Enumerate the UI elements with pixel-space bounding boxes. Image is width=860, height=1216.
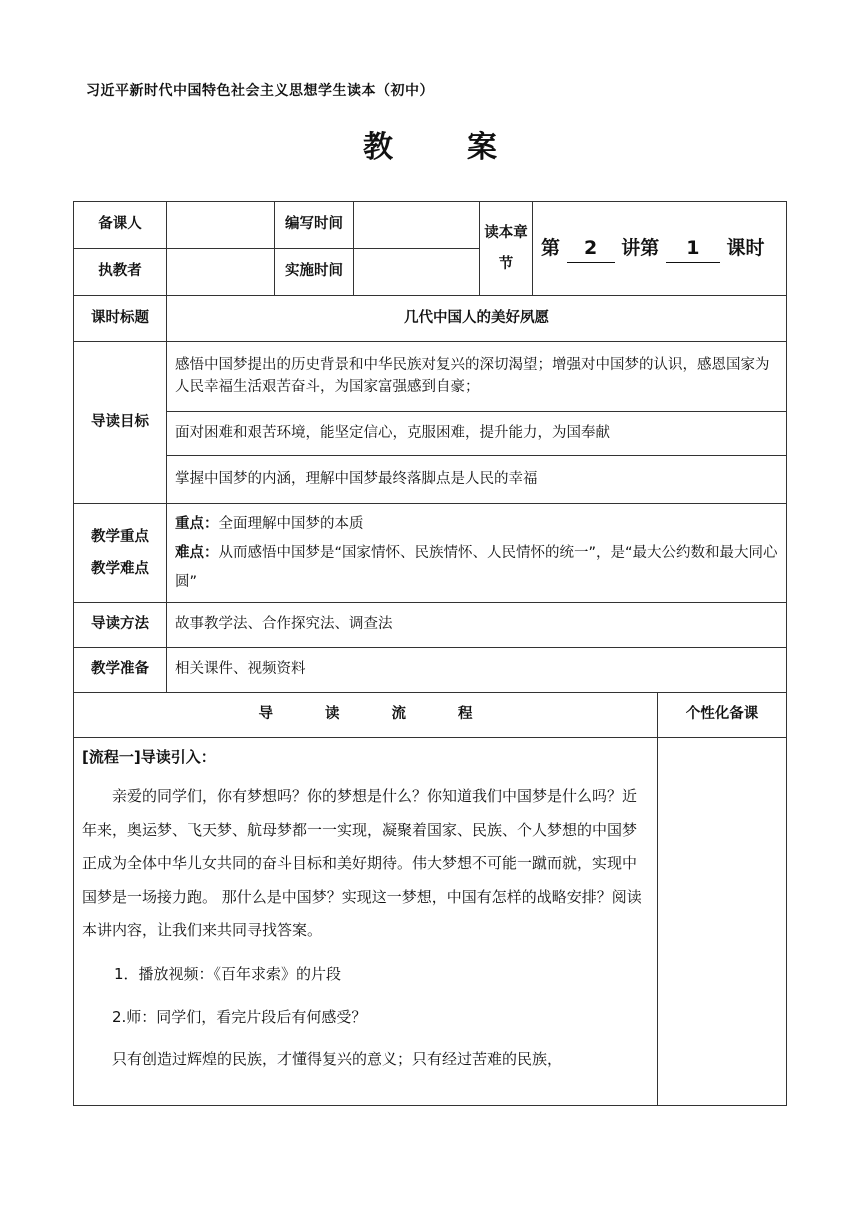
objectives-label: 导读目标 bbox=[74, 342, 167, 504]
lesson-plan-table bbox=[73, 201, 787, 1106]
chapter-label bbox=[480, 202, 533, 296]
period-suffix: 课时 bbox=[726, 236, 765, 259]
teacher-value[interactable] bbox=[167, 249, 275, 296]
difficulty-label: 难点： bbox=[175, 544, 219, 561]
preparer-value[interactable] bbox=[167, 202, 275, 249]
impl-time-label: 实施时间 bbox=[275, 249, 354, 296]
flow-header: 导读流程 bbox=[74, 693, 658, 738]
series-title: 习近平新时代中国特色社会主义思想学生读本（初中） bbox=[86, 83, 434, 99]
topic-label: 课时标题 bbox=[74, 296, 167, 342]
focus-label bbox=[74, 504, 167, 603]
preparer-label: 备课人 bbox=[74, 202, 167, 249]
personal-header: 个性化备课 bbox=[658, 693, 787, 738]
lecture-number: 2 bbox=[567, 234, 615, 264]
objective-3: 掌握中国梦的内涵，理解中国梦最终落脚点是人民的幸福 bbox=[167, 456, 787, 504]
prep-label: 教学准备 bbox=[74, 648, 167, 693]
write-time-value[interactable] bbox=[354, 202, 480, 249]
step1-title: [流程一]导读引入： bbox=[82, 748, 216, 766]
key-point-label: 重点： bbox=[175, 515, 219, 532]
difficulty bbox=[175, 539, 778, 597]
write-time-label: 编写时间 bbox=[275, 202, 354, 249]
chapter-label-text: 读本章节 bbox=[484, 224, 528, 272]
flow-content bbox=[74, 738, 658, 1106]
prep-value: 相关课件、视频资料 bbox=[167, 648, 787, 693]
personal-notes[interactable] bbox=[658, 738, 787, 1106]
flow-item-3: 只有创造过辉煌的民族，才懂得复兴的意义；只有经过苦难的民族， bbox=[112, 1049, 563, 1068]
key-label: 教学重点 bbox=[91, 529, 149, 545]
lesson-number bbox=[533, 202, 787, 296]
document-title: 教案 bbox=[363, 130, 571, 165]
impl-time-value[interactable] bbox=[354, 249, 480, 296]
flow-item-1: 1．播放视频：《百年求索》的片段 bbox=[114, 964, 342, 983]
method-value: 故事教学法、合作探究法、调查法 bbox=[167, 603, 787, 648]
objective-1: 感悟中国梦提出的历史背景和中华民族对复兴的深切渴望；增强对中国梦的认识，感恩国家为人民幸福生活艰苦奋斗，为国家富强感到自豪； bbox=[167, 342, 787, 412]
topic-value: 几代中国人的美好夙愿 bbox=[167, 296, 787, 342]
focus-content bbox=[167, 504, 787, 603]
flow-item-2: 2.师：同学们，看完片段后有何感受？ bbox=[112, 1008, 367, 1026]
difficulty-text: 从而感悟中国梦是“国家情怀、民族情怀、人民情怀的统一”，是“最大公约数和最大同心圆” bbox=[175, 544, 778, 590]
method-label: 导读方法 bbox=[74, 603, 167, 648]
teacher-label: 执教者 bbox=[74, 249, 167, 296]
objective-2: 面对困难和艰苦环境，能坚定信心，克服困难，提升能力，为国奉献 bbox=[167, 412, 787, 456]
key-point bbox=[175, 510, 778, 539]
intro-paragraph: 亲爱的同学们，你有梦想吗？你的梦想是什么？你知道我们中国梦是什么吗？近年来，奥运梦、飞天梦、航母梦都一一实现，凝聚着国家、民族、个人梦想的中国梦正成为全体中华儿女共同的奋斗目标和美好期待。伟大梦想不可能一蹴而就，实现中国梦是一场接力跑。 那什么是中国梦？实现这一梦想，中国有怎样的战略安排？阅读本讲内容，让我们来共同寻找答案。 bbox=[82, 787, 642, 939]
difficulty-label-cell: 教学难点 bbox=[91, 561, 149, 577]
lesson-mid: 讲第 bbox=[621, 236, 660, 259]
key-point-text: 全面理解中国梦的本质 bbox=[218, 515, 364, 532]
lesson-prefix: 第 bbox=[541, 236, 561, 259]
period-number: 1 bbox=[666, 234, 720, 264]
